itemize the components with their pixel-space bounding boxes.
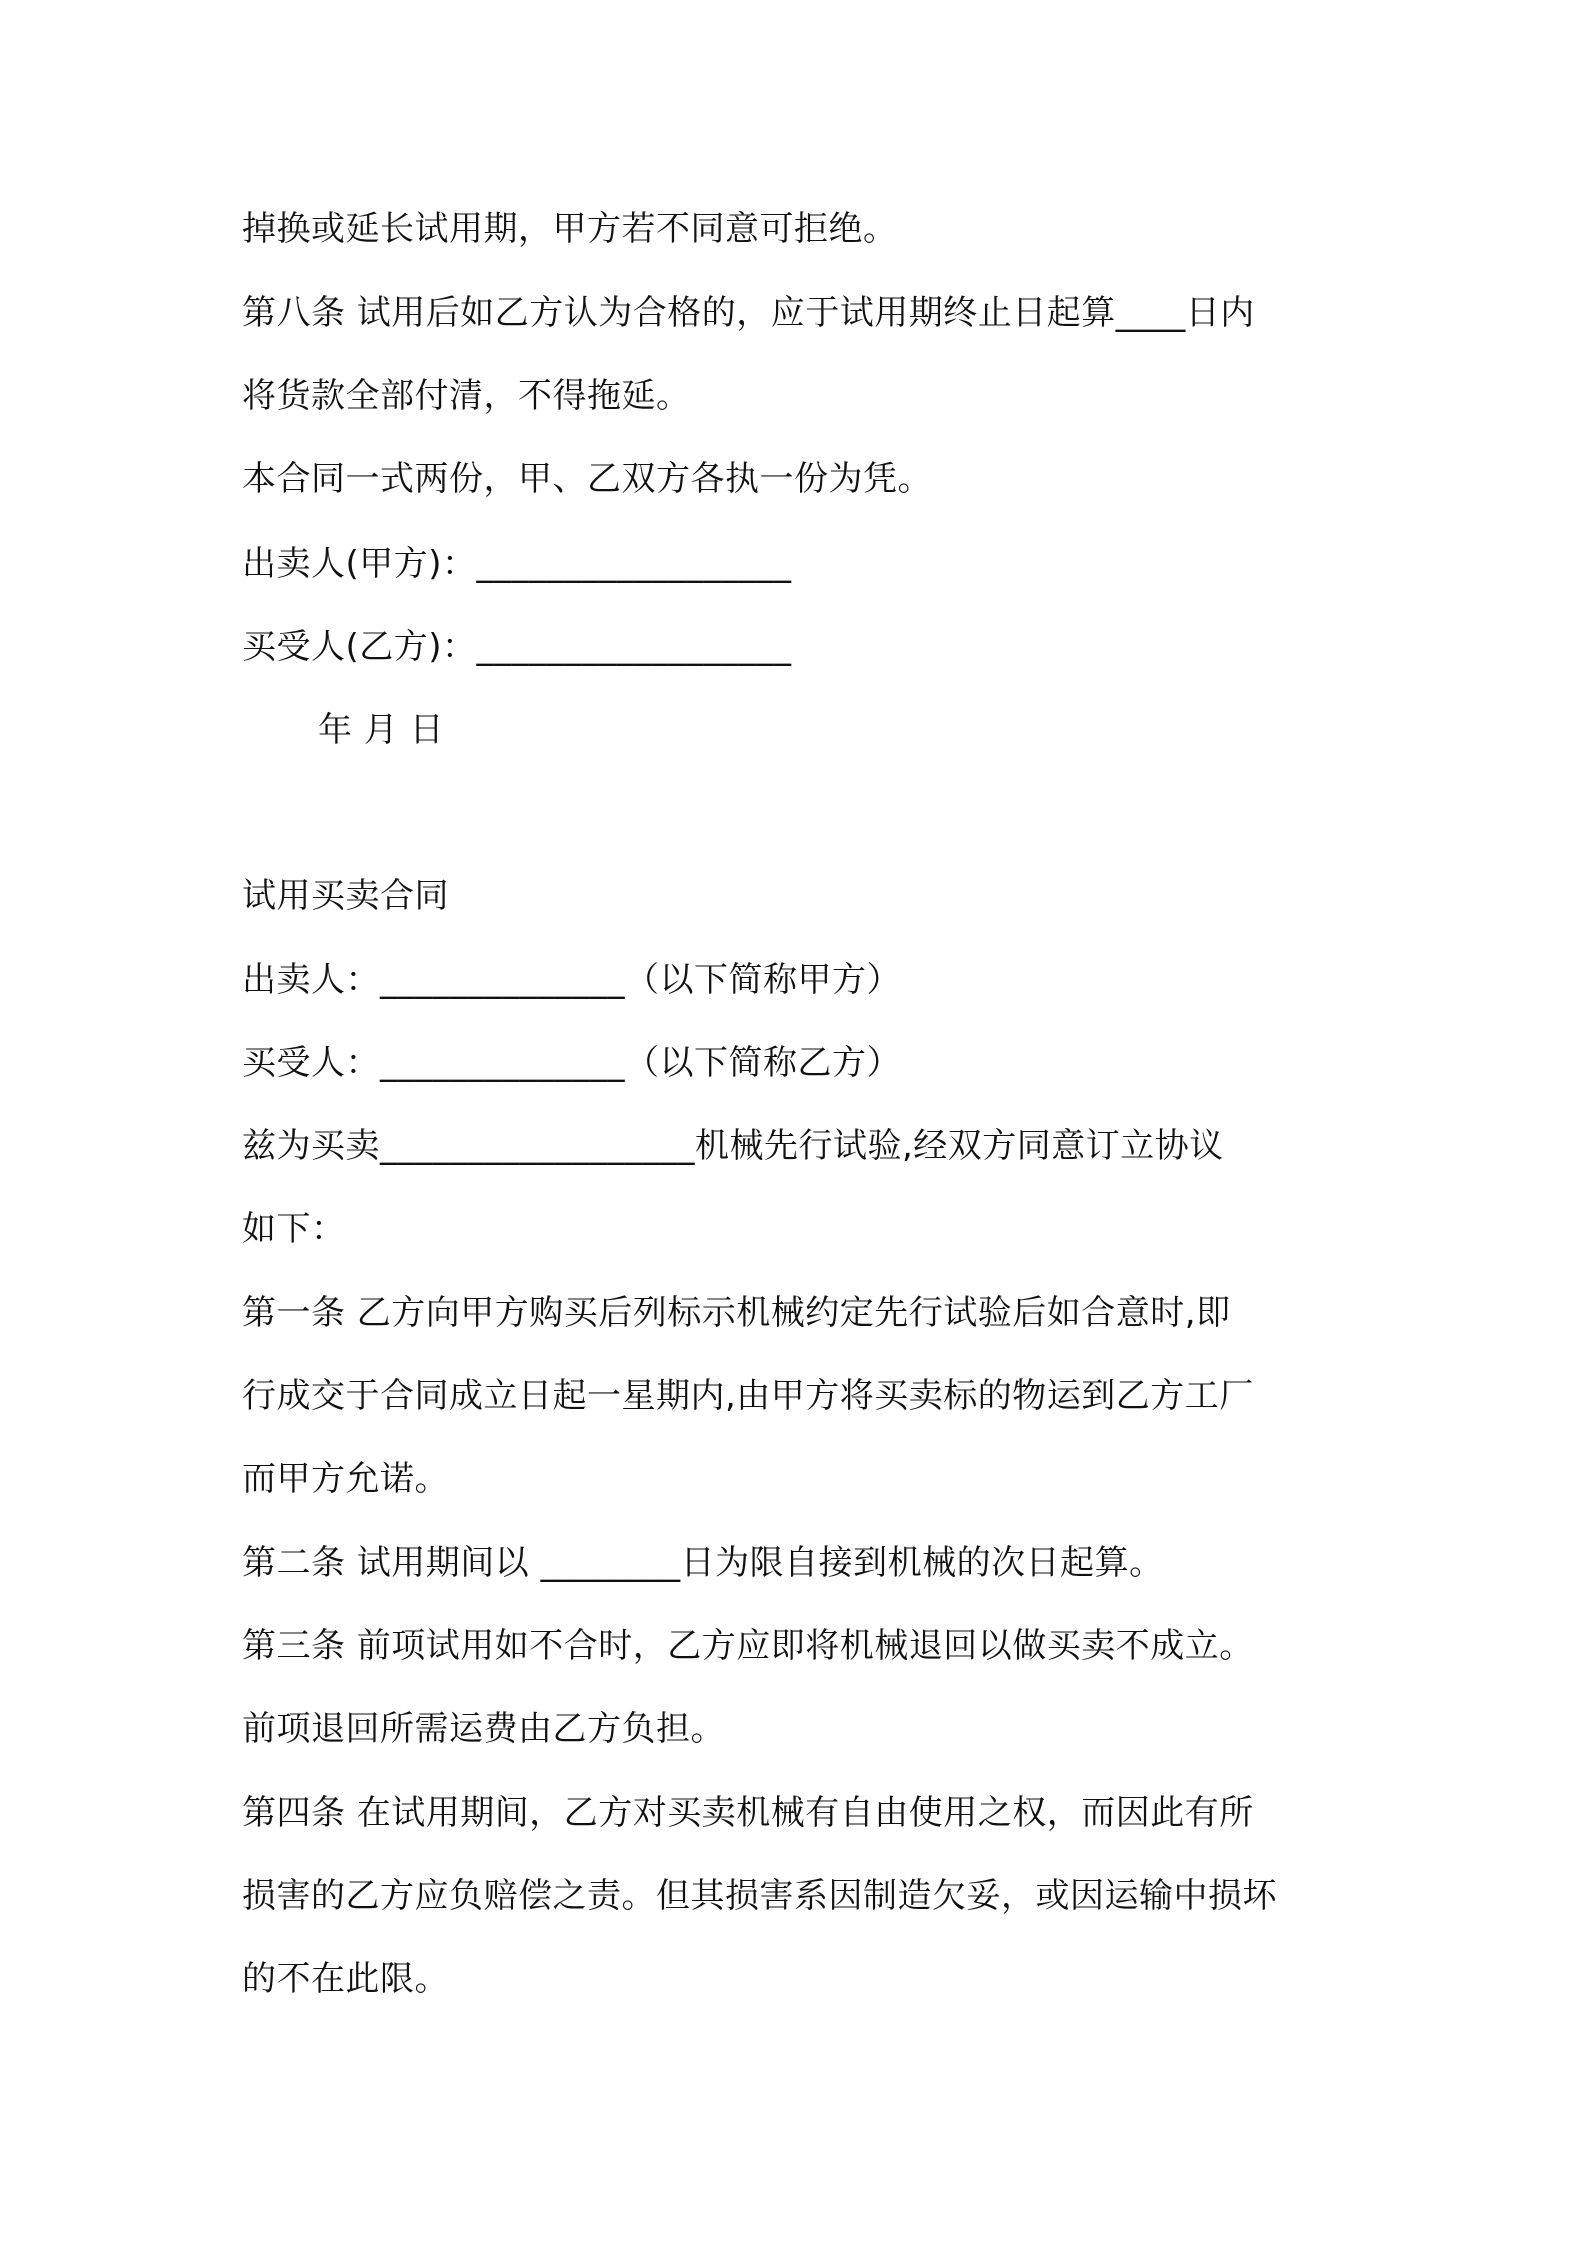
article-2-line: 第二条 试用期间以 ________日为限自接到机械的次日起算。: [242, 1543, 1164, 1583]
article-1-line-2: 行成交于合同成立日起一星期内,由甲方将买卖标的物运到乙方工厂: [242, 1376, 1254, 1416]
article-4-line-3: 的不在此限。: [242, 1959, 449, 1999]
article-1-line-3: 而甲方允诺。: [242, 1459, 449, 1499]
article-4-line-1: 第四条 在试用期间，乙方对买卖机械有自由使用之权，而因此有所: [242, 1793, 1254, 1833]
buyer-line: 买受人：______________（以下简称乙方）: [242, 1043, 901, 1083]
article-3-line-2: 前项退回所需运费由乙方负担。: [242, 1709, 725, 1749]
article-3-line-1: 第三条 前项试用如不合时，乙方应即将机械退回以做买卖不成立。: [242, 1626, 1254, 1666]
copies-clause: 本合同一式两份，甲、乙双方各执一份为凭。: [242, 459, 932, 499]
contract-title: 试用买卖合同: [242, 876, 449, 916]
date-line: 年 月 日: [318, 710, 445, 750]
text-line: 掉换或延长试用期，甲方若不同意可拒绝。: [242, 209, 898, 249]
article-8-line-1: 第八条 试用后如乙方认为合格的，应于试用期终止日起算____日内: [242, 293, 1255, 333]
article-8-line-2: 将货款全部付清，不得拖延。: [242, 376, 691, 416]
seller-signature-line: 出卖人(甲方)：__________________: [242, 544, 792, 584]
buyer-signature-line: 买受人(乙方)：__________________: [242, 627, 792, 667]
article-1-line-1: 第一条 乙方向甲方购买后列标示机械约定先行试验后如合意时,即: [242, 1293, 1231, 1333]
preamble-line-1: 兹为买卖__________________机械先行试验,经双方同意订立协议: [242, 1126, 1224, 1166]
seller-line: 出卖人：______________（以下简称甲方）: [242, 960, 901, 1000]
preamble-line-2: 如下：: [242, 1209, 346, 1249]
article-4-line-2: 损害的乙方应负赔偿之责。但其损害系因制造欠妥，或因运输中损坏: [242, 1876, 1277, 1916]
